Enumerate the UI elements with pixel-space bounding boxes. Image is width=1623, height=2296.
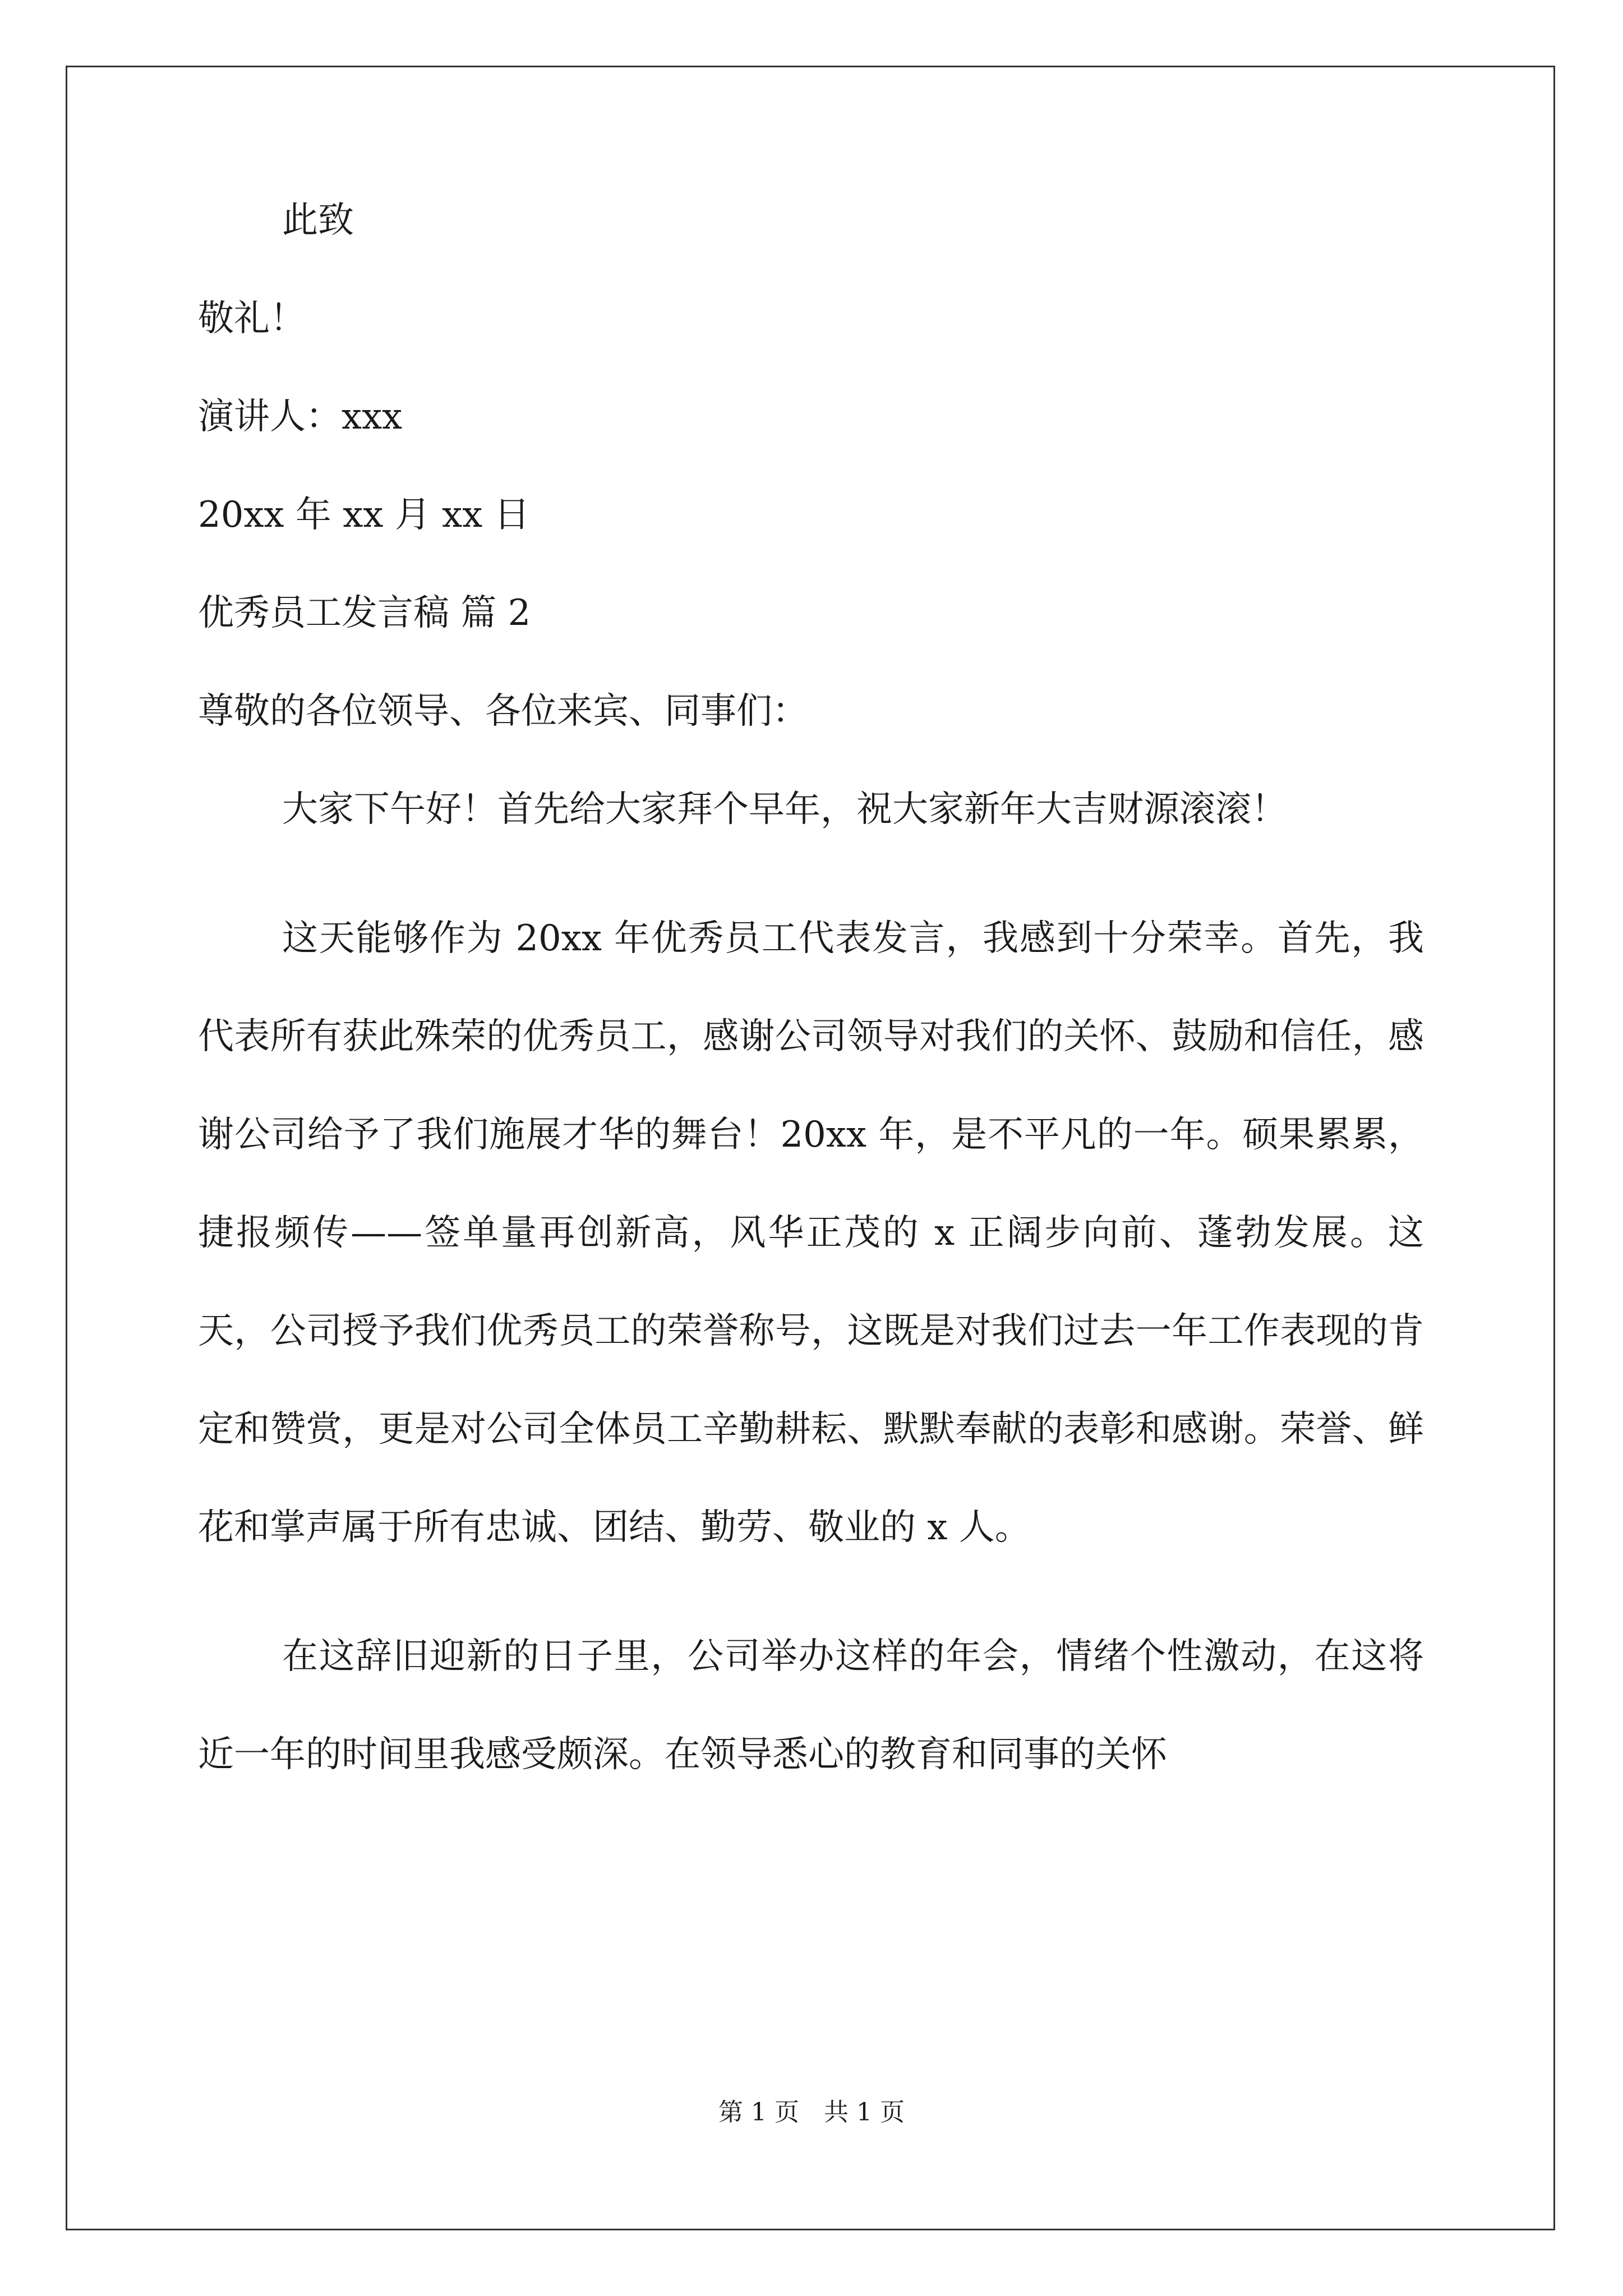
speaker-line: 演讲人：xxx [198,396,403,438]
salute-line: 敬礼！ [198,298,306,339]
date-line: 20xx 年 xx 月 xx 日 [198,494,530,536]
paragraph: 在这辞旧迎新的日子里，公司举办这样的年会，情绪个性激动，在这将近一年的时间里我感受颇深。在领导悉心的教育和同事的关怀 [198,1636,1424,1775]
greeting-line: 尊敬的各位领导、各位来宾、同事们： [198,691,808,732]
page-footer: 第 1 页 共 1 页 [718,2098,905,2127]
section-title: 优秀员工发言稿 篇 2 [198,592,531,634]
paragraph: 这天能够作为 20xx 年优秀员工代表发言，我感到十分荣幸。首先，我代表所有获此殊荣的优秀员工，感谢公司领导对我们的关怀、鼓励和信任，感谢公司给予了我们施展才华的舞台！20xx 年，是不平凡的一年。硕果累累，捷报频传——签单量再创新高，风华正茂的 x 正阔步向前、蓬勃发展。这天，公司授予我们优秀员工的荣誉称号，这既是对我们过去一年工作表现的肯定和赞赏，更是对公司全体员工辛勤耕耘、默默奉献的表彰和感谢。荣誉、鲜花和掌声属于所有忠诚、团结、勤劳、敬业的 x 人。 [198,918,1424,1548]
document-body [198,202,1424,1865]
paragraph: 大家下午好！首先给大家拜个早年，祝大家新年大吉财源滚滚！ [282,789,1287,830]
closing-line: 此致 [282,200,354,241]
